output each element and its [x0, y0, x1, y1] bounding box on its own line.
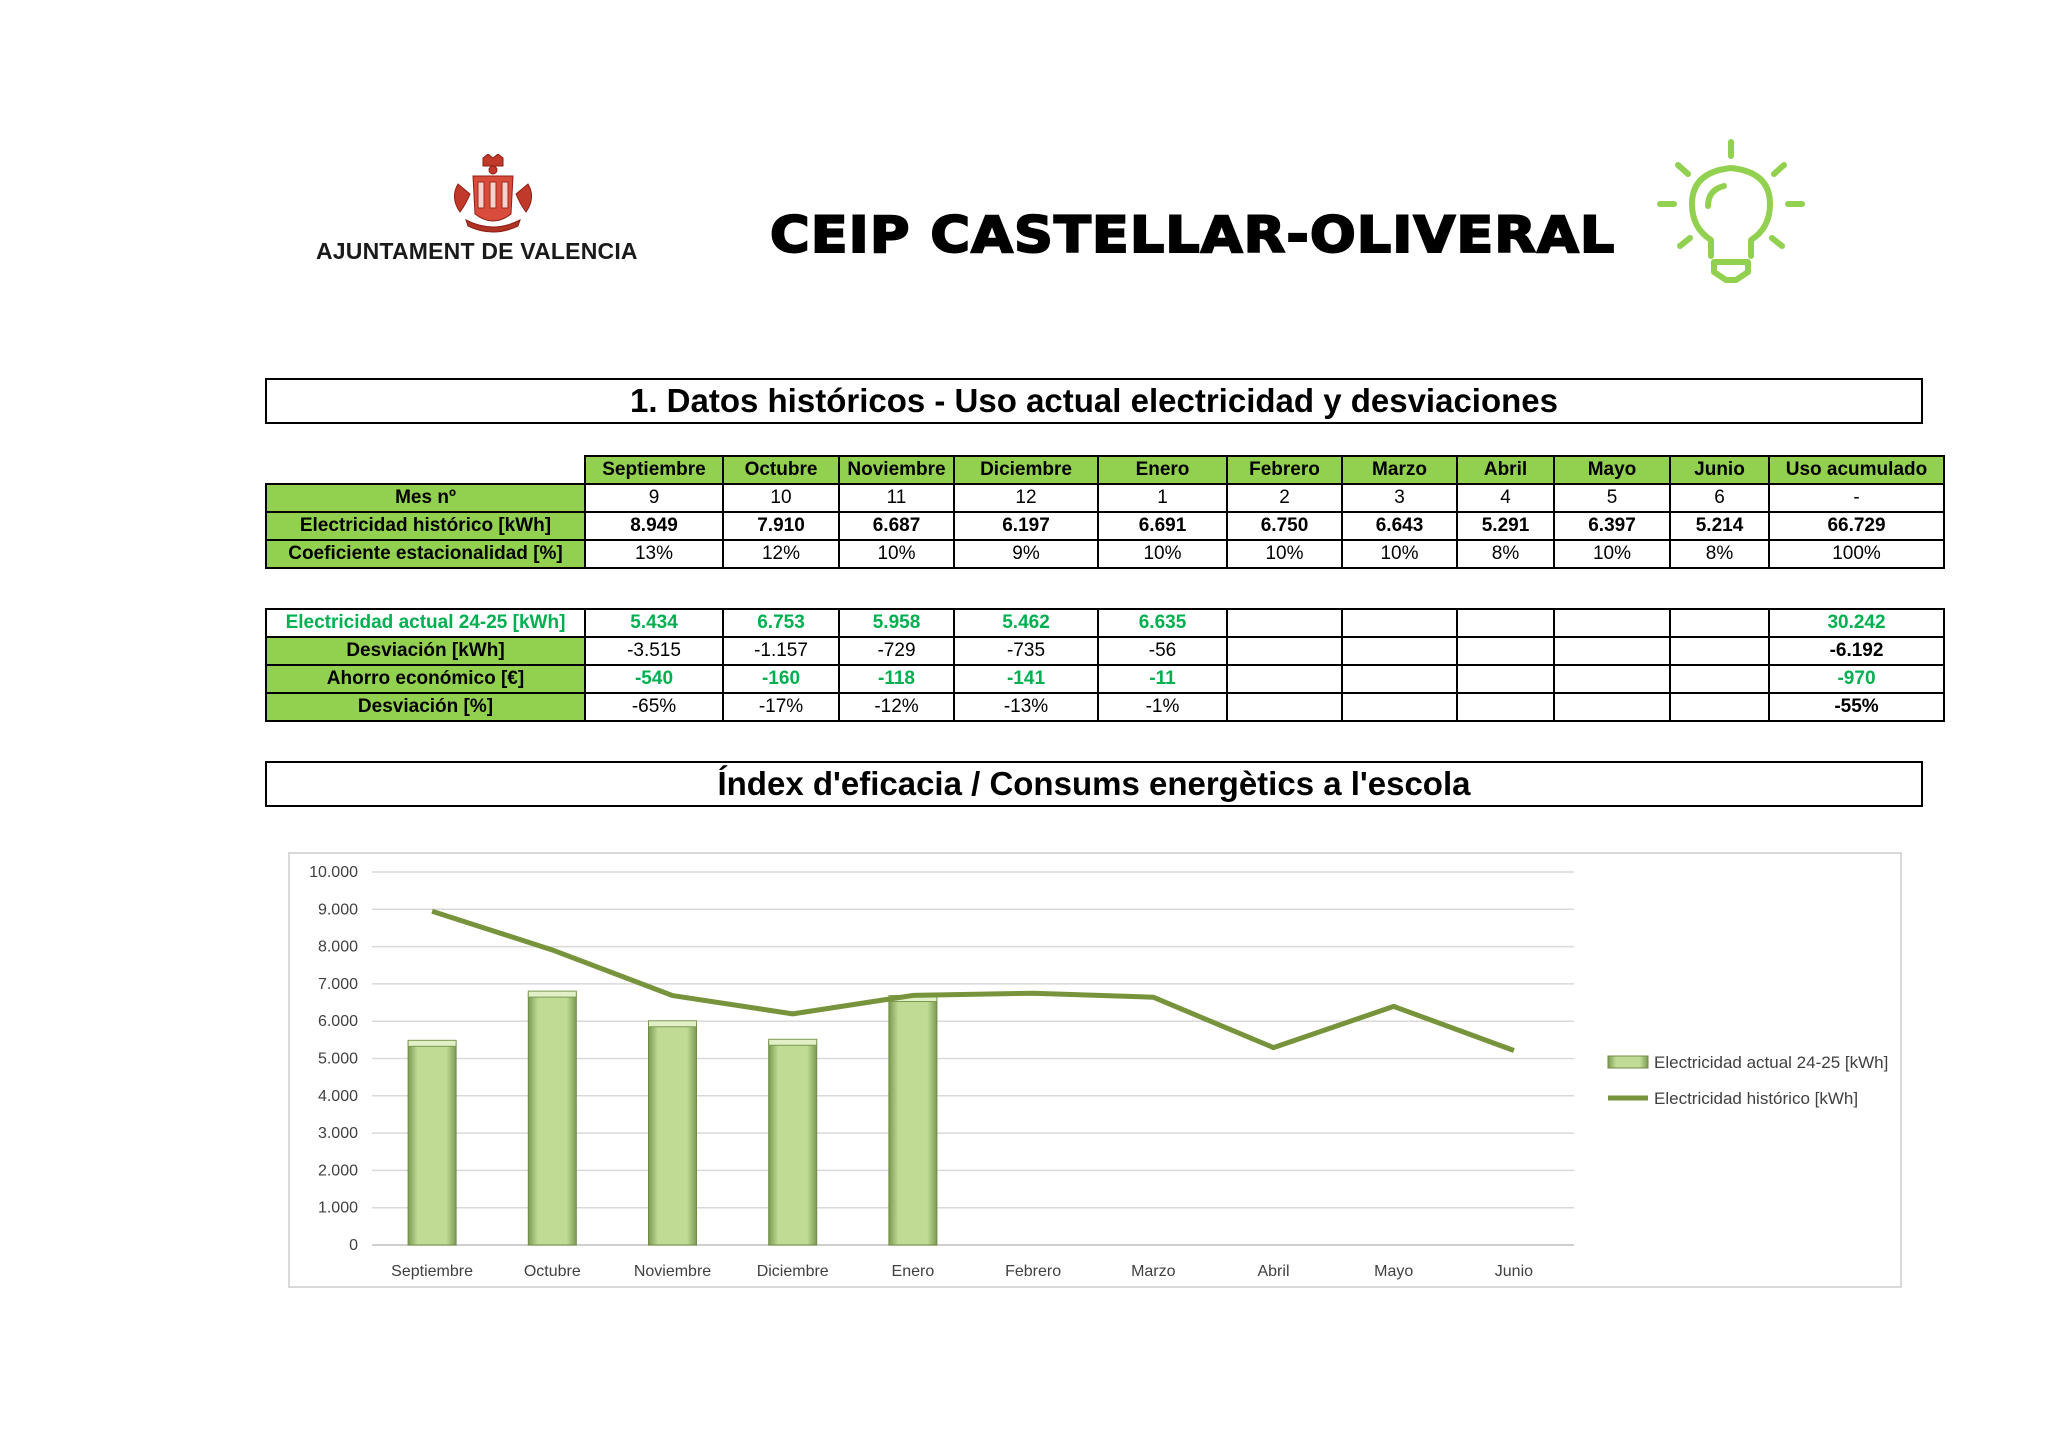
table-cell: -55%: [1769, 693, 1944, 721]
legend-line-label: Electricidad histórico [kWh]: [1654, 1089, 1859, 1108]
x-tick-label: Noviembre: [633, 1263, 712, 1280]
table-cell: [1554, 693, 1670, 721]
table-cell: -729: [839, 637, 954, 665]
y-tick-label: 9.000: [317, 901, 358, 919]
bar: [769, 1041, 817, 1245]
table-cell: [1670, 693, 1769, 721]
section-title-eficacia: Índex d'eficacia / Consums energètics a l'escola: [265, 761, 1923, 807]
table-cell: 7.910: [723, 512, 839, 540]
school-title: CEIP CASTELLAR-OLIVERAL: [770, 206, 1616, 264]
bar: [649, 1023, 697, 1245]
month-header: Octubre: [723, 456, 839, 484]
month-header-row: [266, 456, 1944, 484]
table-cell: [1457, 609, 1554, 637]
table-cell: 10: [723, 484, 839, 512]
section-title-historicos: 1. Datos históricos - Uso actual electricidad y desviaciones: [265, 378, 1923, 424]
table-cell: -3.515: [585, 637, 723, 665]
table-cell: 8.949: [585, 512, 723, 540]
y-tick-label: 2.000: [317, 1162, 358, 1180]
y-tick-label: 1.000: [317, 1199, 358, 1217]
y-tick-label: 4.000: [317, 1087, 358, 1105]
table-cell: 6.691: [1098, 512, 1227, 540]
x-tick-label: Abril: [1257, 1263, 1290, 1280]
table-cell: 8%: [1457, 540, 1554, 568]
table-cell: 6: [1670, 484, 1769, 512]
bar: [528, 993, 576, 1245]
table-row: [266, 665, 1944, 693]
table-cell: 10%: [1098, 540, 1227, 568]
x-tick-label: Mayo: [1374, 1263, 1414, 1280]
table-cell: 100%: [1769, 540, 1944, 568]
table-cell: 10%: [1227, 540, 1342, 568]
legend-bar-swatch: [1608, 1056, 1648, 1068]
x-tick-label: Junio: [1494, 1263, 1534, 1280]
table-cell: 5.214: [1670, 512, 1769, 540]
table-cell: -118: [839, 665, 954, 693]
table-cell: [1342, 609, 1457, 637]
table-cell: [1670, 609, 1769, 637]
row-label: Coeficiente estacionalidad [%]: [266, 540, 585, 568]
table-cell: 12%: [723, 540, 839, 568]
month-header: Diciembre: [954, 456, 1098, 484]
table-cell: 5: [1554, 484, 1670, 512]
table-cell: -540: [585, 665, 723, 693]
table-cell: 2: [1227, 484, 1342, 512]
table-cell: -56: [1098, 637, 1227, 665]
table-cell: [1670, 665, 1769, 693]
table-row: [266, 540, 1944, 568]
table-cell: 9%: [954, 540, 1098, 568]
table-cell: 6.687: [839, 512, 954, 540]
bar-cap: [408, 1040, 456, 1046]
table-cell: 10%: [1342, 540, 1457, 568]
table-cell: 1: [1098, 484, 1227, 512]
table-cell: 6.753: [723, 609, 839, 637]
table-cell: -17%: [723, 693, 839, 721]
table-cell: -12%: [839, 693, 954, 721]
y-tick-label: 10.000: [309, 864, 358, 881]
bar: [408, 1042, 456, 1245]
table-cell: [1227, 665, 1342, 693]
table-cell: -735: [954, 637, 1098, 665]
table-cell: [1554, 609, 1670, 637]
table-cell: [1227, 609, 1342, 637]
x-tick-label: Diciembre: [756, 1263, 829, 1280]
month-header: Abril: [1457, 456, 1554, 484]
month-header: Mayo: [1554, 456, 1670, 484]
x-tick-label: Enero: [891, 1263, 935, 1280]
table-cell: 6.397: [1554, 512, 1670, 540]
table-cell: [1227, 637, 1342, 665]
table-row: [266, 693, 1944, 721]
y-tick-label: 7.000: [317, 975, 358, 993]
legend-bar-label: Electricidad actual 24-25 [kWh]: [1654, 1053, 1889, 1072]
table-cell: 66.729: [1769, 512, 1944, 540]
month-header: Noviembre: [839, 456, 954, 484]
table-cell: 5.958: [839, 609, 954, 637]
month-header: Uso acumulado: [1769, 456, 1944, 484]
table-cell: [1670, 637, 1769, 665]
historic-line: [432, 911, 1514, 1050]
table-cell: 30.242: [1769, 609, 1944, 637]
table-cell: 10%: [1554, 540, 1670, 568]
table-cell: -970: [1769, 665, 1944, 693]
table-cell: 5.291: [1457, 512, 1554, 540]
table-cell: [1457, 693, 1554, 721]
table-row: [266, 484, 1944, 512]
table-cell: [1457, 637, 1554, 665]
light-bulb-icon: [1656, 138, 1806, 288]
table-cell: 8%: [1670, 540, 1769, 568]
table-cell: 3: [1342, 484, 1457, 512]
table-cell: 10%: [839, 540, 954, 568]
y-tick-label: 0: [349, 1237, 358, 1254]
table-cell: [1342, 693, 1457, 721]
table-cell: -13%: [954, 693, 1098, 721]
table-cell: [1342, 665, 1457, 693]
table-cell: [1457, 665, 1554, 693]
table-cell: 11: [839, 484, 954, 512]
bar: [889, 998, 937, 1245]
table-cell: -1.157: [723, 637, 839, 665]
x-tick-label: Octubre: [523, 1263, 581, 1280]
y-tick-label: 3.000: [317, 1125, 358, 1143]
table-cell: 5.462: [954, 609, 1098, 637]
row-label: Ahorro económico [€]: [266, 665, 585, 693]
table-cell: 13%: [585, 540, 723, 568]
y-tick-label: 5.000: [317, 1050, 358, 1068]
x-tick-label: Marzo: [1131, 1263, 1176, 1280]
table-row: [266, 609, 1944, 637]
historic-table: [265, 455, 1945, 569]
table-cell: 9: [585, 484, 723, 512]
table-cell: -141: [954, 665, 1098, 693]
logo-text: AJUNTAMENT DE VALENCIA: [316, 238, 638, 264]
consumption-chart: [288, 852, 1902, 1288]
table-cell: -160: [723, 665, 839, 693]
ajuntament-logo: [300, 152, 700, 272]
table-cell: 12: [954, 484, 1098, 512]
blank-corner: [266, 456, 585, 484]
table-cell: -6.192: [1769, 637, 1944, 665]
table-cell: -: [1769, 484, 1944, 512]
y-tick-label: 6.000: [317, 1013, 358, 1031]
table-cell: 6.750: [1227, 512, 1342, 540]
row-label: Electricidad histórico [kWh]: [266, 512, 585, 540]
table-cell: -65%: [585, 693, 723, 721]
city-crest-icon: [448, 154, 538, 234]
current-usage-table: [265, 608, 1945, 722]
table-cell: -1%: [1098, 693, 1227, 721]
table-cell: [1227, 693, 1342, 721]
month-header: Junio: [1670, 456, 1769, 484]
table-cell: [1342, 637, 1457, 665]
table-cell: 6.197: [954, 512, 1098, 540]
y-tick-label: 8.000: [317, 938, 358, 956]
row-label: Desviación [%]: [266, 693, 585, 721]
row-label: Mes nº: [266, 484, 585, 512]
table-row: [266, 512, 1944, 540]
row-label: Desviación [kWh]: [266, 637, 585, 665]
x-tick-label: Septiembre: [391, 1263, 474, 1280]
table-cell: 6.635: [1098, 609, 1227, 637]
table-cell: 5.434: [585, 609, 723, 637]
table-cell: [1554, 665, 1670, 693]
table-cell: 4: [1457, 484, 1554, 512]
table-cell: [1554, 637, 1670, 665]
table-row: [266, 637, 1944, 665]
month-header: Marzo: [1342, 456, 1457, 484]
bar-cap: [769, 1039, 817, 1045]
bar-cap: [528, 991, 576, 997]
month-header: Septiembre: [585, 456, 723, 484]
table-cell: 6.643: [1342, 512, 1457, 540]
row-label: Electricidad actual 24-25 [kWh]: [266, 609, 585, 637]
table-cell: -11: [1098, 665, 1227, 693]
bar-cap: [649, 1021, 697, 1027]
month-header: Febrero: [1227, 456, 1342, 484]
month-header: Enero: [1098, 456, 1227, 484]
x-tick-label: Febrero: [1005, 1263, 1062, 1280]
